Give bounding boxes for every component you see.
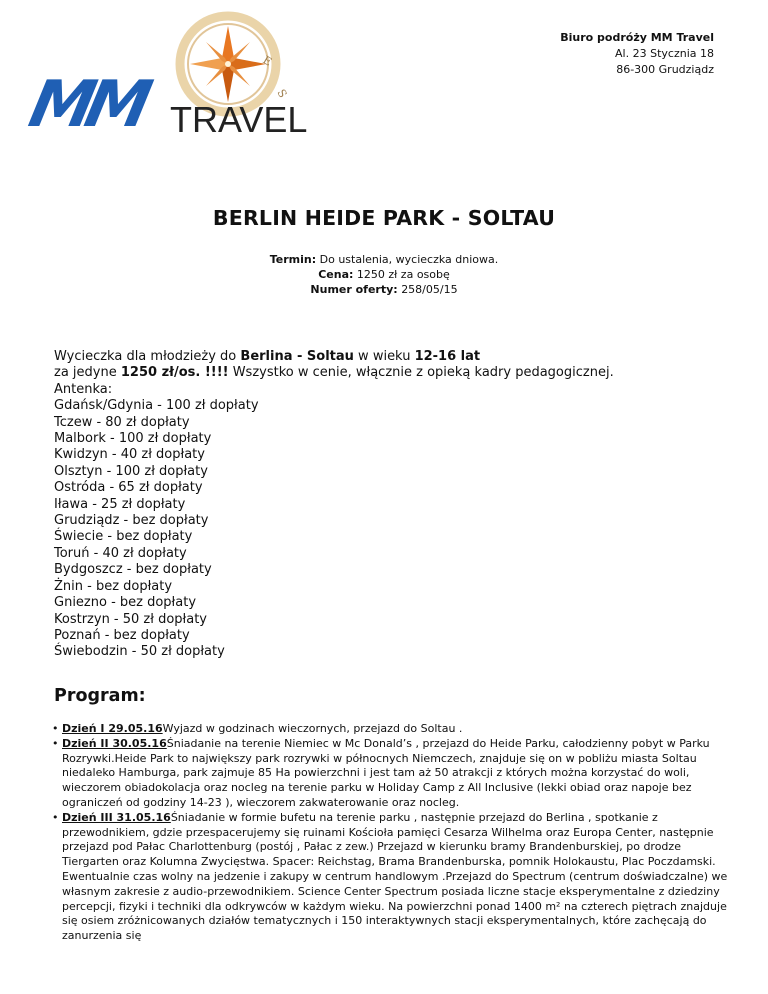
antenna-item: Grudziądz - bez dopłaty	[54, 513, 209, 529]
program-day-text: Wyjazd w godzinach wieczornych, przejazd do Soltau .	[162, 722, 463, 735]
antenna-list	[54, 398, 734, 661]
antenna-label: Antenka:	[54, 381, 113, 397]
intro-price: 1250 zł/os. !!!!	[120, 365, 229, 381]
intro-section	[54, 349, 734, 661]
offer-number-line	[0, 282, 768, 297]
program-day-item	[54, 811, 734, 944]
antenna-item: Iława - 25 zł dopłaty	[54, 496, 186, 512]
intro-text: za jedyne	[54, 365, 121, 381]
intro-destination: Berlina - Soltau	[240, 349, 354, 364]
antenna-item: Świebodzin - 50 zł dopłaty	[54, 644, 225, 660]
antenna-item: Kostrzyn - 50 zł dopłaty	[54, 611, 207, 627]
intro-line-1	[54, 349, 734, 365]
program-day-item	[54, 722, 734, 737]
offer-meta	[0, 252, 768, 297]
term-value: Do ustalenia, wycieczka dniowa.	[319, 253, 499, 266]
antenna-item: Malbork - 100 zł dopłaty	[54, 431, 212, 447]
offer-number-value: 258/05/15	[401, 283, 458, 296]
antenna-item: Gniezno - bez dopłaty	[54, 595, 197, 611]
antenna-item: Olsztyn - 100 zł dopłaty	[54, 463, 208, 479]
program-day-date: Dzień III 31.05.16	[62, 810, 171, 824]
compass-letter-s: S	[274, 87, 290, 101]
program-heading: Program:	[54, 686, 146, 706]
price-value: 1250 zł za osobę	[356, 268, 450, 281]
price-line	[0, 267, 768, 282]
agency-name: Biuro podróży MM Travel	[560, 31, 714, 44]
program-day-date: Dzień I 29.05.16	[62, 722, 163, 735]
offer-number-label: Numer oferty:	[310, 283, 398, 296]
antenna-item: Toruń - 40 zł dopłaty	[54, 545, 187, 561]
antenna-item: Poznań - bez dopłaty	[54, 627, 190, 643]
antenna-item: Tczew - 80 zł dopłaty	[54, 414, 190, 430]
mm-travel-logo	[23, 6, 324, 142]
term-label: Termin:	[269, 253, 317, 266]
program-day-item	[54, 737, 734, 811]
program-day-text: Śniadanie na terenie Niemiec w Mc Donald’s , przejazd do Heide Parku, całodzienny pobyt w Parku Rozrywki.Heide Park to największy park rozrywki w północnych Niemczech, znajduje się on w pobliżu miasta Soltau niedaleko Hamburga, park zajmuje 85 Ha powierzchni i jest tam aż 50 atrakcji z których można korzystać do woli, wieczorem obiadokolacja oraz nocleg na terenie parku w Holiday Camp z All Inclusive (lekki obiad oraz napoje bez ograniczeń od godziny 14-23 ), wieczorem zakwaterowanie oraz nocleg.	[62, 736, 710, 809]
intro-text: Wycieczka dla młodzieży do	[54, 349, 241, 364]
antenna-item: Bydgoszcz - bez dopłaty	[54, 562, 212, 578]
agency-address	[560, 30, 714, 78]
antenna-item: Gdańsk/Gdynia - 100 zł dopłaty	[54, 398, 259, 414]
logo-travel-text: TRAVEL	[170, 99, 308, 140]
intro-text: Wszystko w cenie, włącznie z opieką kadry pedagogicznej.	[228, 365, 614, 381]
program-list	[54, 722, 734, 944]
antenna-item: Kwidzyn - 40 zł dopłaty	[54, 447, 205, 463]
intro-age-range: 12-16 lat	[414, 349, 481, 364]
intro-text: w wieku	[353, 349, 415, 364]
agency-city: 86-300 Grudziądz	[616, 63, 714, 76]
antenna-item: Świecie - bez dopłaty	[54, 529, 193, 545]
antenna-item: Ostróda - 65 zł dopłaty	[54, 480, 203, 496]
program-day-date: Dzień II 30.05.16	[62, 736, 167, 750]
price-label: Cena:	[318, 268, 354, 281]
page-title: BERLIN HEIDE PARK - SOLTAU	[212, 206, 556, 230]
term-line	[0, 252, 768, 267]
program-day-text: Śniadanie w formie bufetu na terenie parku , następnie przejazd do Berlina , spotkanie z przewodnikiem, gdzie przespacerujemy się ruinami Kościoła pamięci Cesarza Wilhelma oraz Europa Center, następnie przejazd pod Pałac Charlottenburg (postój , Pałac z zew.) Przejazd w kierunku bramy Brandenburskiej, po drodze Tiergarten oraz Kolumna Zwycięstwa. Spacer: Reichstag, Brama Brandenburska, pomnik Holokaustu, Plac Poczdamski. Ewentualnie czas wolny na jedzenie i zakupy w centrum handlowym .Przejazd do Spectrum (centrum doświadczalne) we własnym zakresie z audio-przewodnikiem. Science Center Spectrum posiada liczne stacje eksperymentalne z dziedziny percepcji, fizyki i techniki dla odkrywców w każdym wieku. Na powierzchni ponad 1400 m² na czterech piętrach znajduje się osiem zróżnicowanych działów tematycznych i 150 interaktywnych stacji eksperymentalnych, które zachęcają do zanurzenia się	[62, 810, 728, 943]
intro-line-2	[54, 365, 734, 381]
compass-rose-icon	[190, 26, 266, 102]
compass-letter-e: E	[260, 53, 274, 69]
logo-mm-text: MM	[23, 67, 151, 142]
antenna-item: Żnin - bez dopłaty	[54, 578, 173, 594]
agency-street: Al. 23 Stycznia 18	[615, 47, 714, 60]
